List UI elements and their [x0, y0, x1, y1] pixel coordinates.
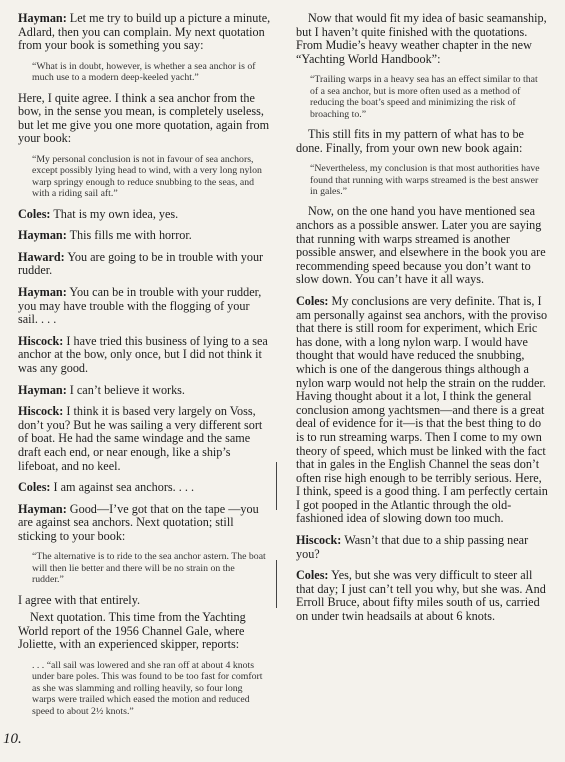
paragraph: Now, on the one hand you have mentioned sea anchors as a possible answer. Later you are saying that running with warps streamed is another possible answer, and elsewhere in the book you are recommending speed because you don’t want to slow down. You can’t have it all ways. — [296, 204, 546, 287]
block-quote: “The alternative is to ride to the sea anchor astern. The boat will then lie better and there will be no strain on the rudder.” — [32, 551, 266, 586]
paragraph — [18, 12, 272, 53]
paragraph — [18, 335, 272, 376]
speaker-name: Hiscock: — [18, 404, 64, 419]
paragraph-text: You can be in trouble with your rudder, you may have trouble with the flogging of your sail. . . . — [18, 284, 262, 327]
paragraph-text: Good—I’ve got that on the tape —you are against sea anchors. Next quotation; still sticking to your book: — [18, 501, 259, 543]
block-quote: “Nevertheless, my conclusion is that most authorities have found that running with warps streamed is the best answer in gales.” — [310, 163, 540, 197]
paragraph — [296, 569, 548, 623]
paragraph-text: Wasn’t that due to a ship passing near you? — [296, 533, 529, 561]
paragraph — [296, 295, 548, 526]
paragraph: Next quotation. This time from the Yachting World report of the 1956 Channel Gale, where Joliette, with an experienced skipper, reports: — [18, 610, 246, 652]
paragraph: Here, I quite agree. I think a sea anchor from the bow, in the sense you mean, is completely useless, but let me give you one more quotation, again from your book: — [18, 90, 270, 146]
paragraph-text: I have tried this business of lying to a sea anchor at the bow, only once, but I did not think it was any good. — [18, 333, 268, 375]
paragraph-text: I am against sea anchors. . . . — [53, 480, 194, 495]
block-quote: “My personal conclusion is not in favour of sea anchors, except possibly lying head to wind, with a very long nylon warp springy enough to reduce snubbing to the seas, and with a riding sail aft.” — [32, 153, 262, 200]
paragraph — [296, 534, 548, 561]
paragraph — [18, 251, 272, 278]
speaker-name: Coles: — [296, 293, 329, 308]
paragraph-text: That is my own idea, yes. — [53, 206, 179, 221]
paragraph-text: My conclusions are very definite. That is, I am personally against sea anchors, with the proviso that there is still room for experiment, which Eric has done, with a long nylon warp. I would have thought that would have reduced the snubbing, which is one of the dangerous things although a nylon warp would not help the strain on the rudder. Having thought about it a lot, I think the general conclusion among yachtsmen—and there is a great deal of evidence for it—is that the best thing to do is to run streaming warps. Then I come to my own theory of speed, which must be linked with the fact that in gales in the English Channel the seas don’t often rise high enough to be terribly serious. Here, I think, speed is a good thing. I am perfectly certain I got pooped in the Atlantic through the old-fashioned idea of slowing down too much. — [296, 293, 548, 526]
paragraph-text: I can’t believe it works. — [69, 382, 185, 397]
speaker-name: Hayman: — [18, 501, 67, 516]
paragraph — [18, 229, 272, 243]
left-column — [18, 12, 272, 725]
paragraph — [18, 286, 272, 327]
paragraph: I agree with that entirely. — [18, 592, 141, 607]
block-quote: “Trailing warps in a heavy sea has an effect similar to that of a sea anchor, but is more often used as a method of reducing the boat’s speed and minimizing the risk of broaching to.” — [310, 74, 538, 120]
paragraph-text: I think it is based very largely on Voss, don’t you? But he was sailing a very different sort of boat. He had the same windage and the same draft each end, or near enough, like a ship’s lifeboat, and no keel. — [18, 404, 263, 473]
column-rule — [276, 560, 277, 608]
paragraph: This still fits in my pattern of what has to be done. Finally, from your own new book again: — [296, 127, 524, 155]
speaker-name: Hiscock: — [296, 533, 342, 548]
paragraph — [18, 503, 272, 544]
speaker-name: Coles: — [18, 206, 51, 221]
paragraph — [18, 208, 272, 222]
paragraph-text: You are going to be in trouble with your rudder. — [18, 249, 264, 278]
paragraph-text: Let me try to build up a picture a minute, Adlard, then you can complain. My next quotation from your book is something you say: — [18, 11, 271, 53]
page-number: 10. — [3, 731, 22, 747]
paragraph: Now that would fit my idea of basic seamanship, but I haven’t quite finished with the quotations. From Mudie’s heavy weather chapter in the new “Yachting World Handbook”: — [296, 11, 547, 66]
block-quote: . . . “all sail was lowered and she ran off at about 4 knots under bare poles. This was found to be too fast for comfort as she was slamming and rolling heavily, so four long warps were trailed which eased the motion and reduced speed to about 2½ knots.” — [32, 660, 263, 717]
paragraph — [18, 405, 272, 473]
speaker-name: Coles: — [296, 568, 329, 583]
speaker-name: Hayman: — [18, 228, 67, 243]
paragraph — [18, 384, 272, 398]
speaker-name: Hayman: — [18, 284, 67, 299]
speaker-name: Hiscock: — [18, 333, 64, 348]
right-column — [296, 12, 548, 632]
paragraph-text: This fills me with horror. — [69, 228, 192, 243]
block-quote: “What is in doubt, however, is whether a sea anchor is of much use to a modern deep-keeled yacht.” — [32, 60, 256, 84]
speaker-name: Haward: — [18, 249, 65, 264]
speaker-name: Coles: — [18, 480, 51, 495]
column-rule — [276, 462, 277, 510]
speaker-name: Hayman: — [18, 382, 67, 397]
paragraph — [18, 481, 272, 495]
paragraph-text: Yes, but she was very difficult to steer all that day; I just can’t tell you why, but she was. And Erroll Bruce, about fifty miles south of us, carried on under twin headsails at about 6 knots. — [296, 568, 546, 624]
speaker-name: Hayman: — [18, 11, 67, 25]
